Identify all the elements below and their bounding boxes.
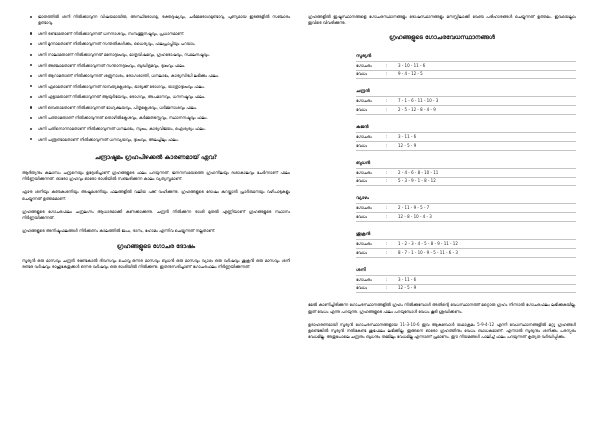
planet-name: വ്യാഴം bbox=[356, 196, 369, 202]
list-item: ശനി നാലാമതാണ് നിൽക്കാവുന്നത് മനോദുഃഖവും, മാതൃവിഷമവും, ഗ്രഹദോഷവും, സ്ഥലനഷ്ടവും. bbox=[38, 52, 290, 58]
section-heading: ഗ്രഹങ്ങളുടെ ഗോചര ദോഷം bbox=[116, 243, 196, 251]
planet-block bbox=[356, 160, 576, 187]
list-item: ശനി ഏഴാമതാണ് നിൽക്കാവുന്നത് ദാമ്പത്യക്ലേശവും, ഭാര്യക്ക് രോഗവും, യാത്രാദുഃഖവും ഫലം. bbox=[38, 84, 290, 90]
paragraph: സൂര്യൻ ഒരു മാസവും ചന്ദ്രൻ രണ്ടേകാൽ ദിവസവും ചൊവ്വ ഒന്നര മാസവും ബുധൻ ഒരു മാസവും വ്യാഴം ഒരു വർഷവും ശുക്രൻ ഒരു മാസവും ശനി രണ്ടര വർഷവും രാഹുകേതുക്കൾ ഒന്നര വർഷവും ഒരു രാശിയിൽ നിൽക്കുന്നു. ഇതനുസരിച്ചാണ് ഗോചരഫലം നിർണ്ണയിക്കുന്നത്. bbox=[22, 257, 290, 269]
planet-row bbox=[356, 141, 576, 151]
planet-block bbox=[356, 195, 576, 222]
list-item: ശനി പന്ത്രണ്ടാമതാണ് നിൽക്കാവുന്നത് ധനവ്യയവും, ദുഃഖവും, അലച്ചിലും ഫലം. bbox=[38, 137, 290, 143]
row-label: ഗോചരം bbox=[356, 169, 372, 175]
planet-name: ചന്ദ്രൻ bbox=[356, 89, 370, 95]
row-value: 3 - 10 - 11 - 6 bbox=[398, 62, 426, 68]
paragraph: ഉദാഹരണമായി സൂര്യൻ ഗോചരസ്ഥാനങ്ങളായ 11-3-10-6 ഇവ ആകുമ്പോൾ യഥാക്രമം 5-9-4-12 എന്നീ വേധസ്ഥാനങ്ങളിൽ മറ്റു ഗ്രഹങ്ങൾ ഉണ്ടെങ്കിൽ സൂര്യൻ നൽകേണ്ട ശുഭഫലം ലഭിക്കില്ല. ഇങ്ങനെ ഓരോ ഗ്രഹത്തിനും വേധം ബാധകമാണ്. എന്നാൽ സൂര്യനും ശനിക്കും പരസ്പരം വേധമില്ല. അതുപോലെ ചന്ദ്രനും ബുധനും തമ്മിലും വേധമില്ല എന്നാണ് പ്രമാണം. ഈ നിയമങ്ങൾ പാലിച്ച് ഫലം പറയുന്നത് കൃത്യത വർദ്ധിപ്പിക്കും. bbox=[308, 321, 576, 340]
row-label: വേധം bbox=[356, 142, 368, 148]
planet-row bbox=[356, 70, 576, 80]
row-value: 12 - 5 - 9 bbox=[398, 285, 417, 291]
planet-row bbox=[356, 203, 576, 212]
planet-name: ബുധൻ bbox=[356, 160, 371, 166]
planet-name: സൂര്യൻ bbox=[356, 53, 372, 59]
planet-row bbox=[356, 96, 576, 105]
row-label: വേധം bbox=[356, 285, 368, 291]
row-label: ഗോചരം bbox=[356, 240, 372, 246]
planet-name: കുജൻ bbox=[356, 125, 369, 131]
row-value: 7 - 1 - 6 - 11 - 10 - 3 bbox=[398, 98, 439, 104]
row-value: 12 - 5 - 9 bbox=[398, 142, 417, 148]
section-heading: ഗ്രഹങ്ങളുടെ ഗോചരവേധസ്ഥാനങ്ങൾ bbox=[389, 34, 495, 42]
row-separator: : bbox=[386, 169, 388, 175]
row-value: 8 - 7 - 1 - 10 - 9 - 5 - 11 - 6 - 3 bbox=[398, 249, 458, 255]
row-separator: : bbox=[386, 133, 388, 139]
row-separator: : bbox=[386, 276, 388, 282]
paragraph: ആദിത്യനും കലാസം ചന്ദ്രനെയും ഉദ്ദേശിച്ചാണ് ഗ്രഹങ്ങളുടെ ഫലം പറയുന്നത്. ജനനസമയത്തെ ഗ്രഹനിലയും ദശാകാലവും ചേർന്നാണ് ഫലം നിർണ്ണയിക്കുന്നത്. ഓരോ ഗ്രഹവും ഓരോ രാശിയിൽ സഞ്ചരിക്കുന്ന കാലം വ്യത്യസ്തമാണ്. bbox=[22, 170, 290, 182]
row-label: വേധം bbox=[356, 71, 368, 77]
planet-name: ശനി bbox=[356, 267, 366, 273]
row-label: ഗോചരം bbox=[356, 276, 372, 282]
row-value: 1 - 2 - 3 - 4 - 5 - 8 - 9 - 11 - 12 bbox=[398, 240, 458, 246]
row-value: 2 - 4 - 6 - 8 - 10 - 11 bbox=[398, 169, 439, 175]
row-value: 2 - 5 - 12 - 8 - 4 - 9 bbox=[398, 107, 436, 113]
paragraph: മേൽ കാണിച്ചിരിക്കുന്ന ഗോചരസ്ഥാനങ്ങളിൽ ഗ്രഹം നിൽക്കുമ്പോൾ അതിന്റെ വേധസ്ഥാനത്ത് മറ്റൊരു ഗ്രഹം നിന്നാൽ ഗോചരഫലം ലഭിക്കുകയില്ല. ഇത് വേധം എന്നു പറയുന്നു. ഗ്രഹങ്ങളുടെ ഫലം പറയുമ്പോൾ വേധം കൂടി ശ്രദ്ധിക്കണം. bbox=[308, 302, 576, 314]
row-separator: : bbox=[386, 98, 388, 104]
row-separator: : bbox=[386, 240, 388, 246]
bullet-list bbox=[22, 14, 290, 143]
planet-row bbox=[356, 177, 576, 187]
list-item: ശനി എട്ടാമതാണ് നിൽക്കാവുന്നത് ആയുർഭയവും, രോഗവും, അപമാനവും, ധനനഷ്ടവും ഫലം. bbox=[38, 94, 290, 100]
row-label: ഗോചരം bbox=[356, 133, 372, 139]
row-separator: : bbox=[386, 107, 388, 113]
section-heading: ചന്ദ്രാഷ്ടമം ഗ്രഹപിഴക്കൽ കാരണമായ് ഏവ? bbox=[94, 153, 218, 161]
list-item: ശനി രണ്ടാമതാണ് നിൽക്കാവുന്നത് ധനനാശവും, സമ്പത്തുനഷ്ടവും, പ്രധാനമാണ്. bbox=[38, 31, 290, 37]
row-value: 3 - 11 - 6 bbox=[398, 133, 417, 139]
row-separator: : bbox=[386, 178, 388, 184]
paragraph: ഗ്രഹങ്ങളുടെ ഗോചരഫലം ചന്ദ്രലഗ്നം ആധാരമാക്കി കണക്കാക്കുന്നു. ചന്ദ്രൻ നിൽക്കുന്ന രാശി മുതൽ എണ്ണിയാണ് ഗ്രഹങ്ങളുടെ സ്ഥാനം നിർണ്ണയിക്കുന്നത്. bbox=[22, 208, 290, 220]
planet-block bbox=[356, 231, 576, 258]
intro-paragraph: ഗ്രഹങ്ങളിൽ ഇഷ്ടസ്ഥാനങ്ങളെ ഗോചരസ്ഥാനങ്ങളും ദോഷസ്ഥാനങ്ങളും മനസ്സിലാക്കി വേണ്ട പരിഹാരങ്ങൾ ചെയ്യുന്നത് ഉത്തമം. ഇവയെല്ലാം ഇവിടെ വിവരിക്കുന്നു. bbox=[308, 14, 576, 26]
list-item: ശനി പതിനൊന്നാമതാണ് നിൽക്കാവുന്നത് ധനലാഭം, സുഖം, കാര്യവിജയം, ഐശ്വര്യം ഫലം. bbox=[38, 126, 290, 132]
planet-row bbox=[356, 275, 576, 284]
list-item: ശനി മൂന്നാമതാണ് നിൽക്കാവുന്നത് സന്തതികൾക്കും, ധൈര്യവും, ഫലപ്രാപ്തിയും പറയാം. bbox=[38, 41, 290, 47]
list-item: ശനി ആറാമതാണ് നിൽക്കാവുന്നത് ശത്രുനാശം, രോഗശാന്തി, ധനലാഭം, കാര്യസിദ്ധി ലഭിക്കും ഫലം. bbox=[38, 73, 290, 79]
planet-row bbox=[356, 239, 576, 248]
row-separator: : bbox=[386, 214, 388, 220]
planet-row bbox=[356, 105, 576, 115]
row-separator: : bbox=[386, 142, 388, 148]
planet-row bbox=[356, 61, 576, 70]
row-separator: : bbox=[386, 62, 388, 68]
row-label: വേധം bbox=[356, 178, 368, 184]
planet-block bbox=[356, 53, 576, 80]
row-separator: : bbox=[386, 249, 388, 255]
paragraph: ഗ്രഹങ്ങളുടെ അനിഷ്ടഫലങ്ങൾ നിർക്കണം കാലത്തിൽ ജപം, ദാനം, ഹോമം എന്നിവ ചെയ്യുന്നത് നല്ലതാണ്. bbox=[22, 228, 216, 234]
row-separator: : bbox=[386, 285, 388, 291]
paragraph: ഏഴര ശനിയും കണ്ടകശനിയും അഷ്ടമശനിയും ഫലങ്ങളിൽ വലിയ പങ്ക് വഹിക്കുന്നു. ഗ്രഹങ്ങളുടെ ദോഷം കുറയ്ക്കാൻ പ്രാർത്ഥനയും വഴിപാടുകളും ചെയ്യുന്നത് ഉത്തമമാണ്. bbox=[22, 189, 290, 201]
list-item: ശനി ഒമ്പതാമതാണ് നിൽക്കാവുന്നത് ഭാഗ്യക്ഷയവും, പിതൃക്ലേശവും, ധർമ്മനാശവും ഫലം. bbox=[38, 105, 290, 111]
row-label: വേധം bbox=[356, 249, 368, 255]
row-label: വേധം bbox=[356, 214, 368, 220]
planet-row bbox=[356, 248, 576, 258]
row-value: 2 - 11 - 9 - 5 - 7 bbox=[398, 205, 430, 211]
planet-name: ശുക്രൻ bbox=[356, 232, 371, 238]
row-value: 9 - 4 - 12 - 5 bbox=[398, 71, 423, 77]
row-separator: : bbox=[386, 71, 388, 77]
planet-row bbox=[356, 284, 576, 294]
list-item: ശനി അഞ്ചാമതാണ് നിൽക്കാവുന്നത് സന്താനദുഃഖവും, ബുദ്ധിഭ്രമവും, ദുഃഖവും ഫലം. bbox=[38, 63, 290, 69]
planet-block bbox=[356, 267, 576, 294]
row-separator: : bbox=[386, 205, 388, 211]
row-value: 12 - 8 - 10 - 4 - 3 bbox=[398, 214, 432, 220]
left-column bbox=[22, 14, 290, 277]
right-column bbox=[308, 14, 576, 347]
planet-row bbox=[356, 212, 576, 222]
row-label: ഗോചരം bbox=[356, 98, 372, 104]
row-label: വേധം bbox=[356, 107, 368, 113]
planet-row bbox=[356, 168, 576, 177]
list-item: ശനി പത്താമതാണ് നിൽക്കാവുന്നത് തൊഴിൽക്ലേശവും, കർമ്മതടസ്സവും, സ്ഥാനനഷ്ടവും ഫലം. bbox=[38, 115, 290, 121]
planet-block bbox=[356, 88, 576, 115]
row-value: 5 - 3 - 9 - 1 - 8 - 12 bbox=[398, 178, 436, 184]
row-value: 3 - 11 - 6 bbox=[398, 276, 417, 282]
row-label: ഗോചരം bbox=[356, 205, 372, 211]
list-item: ജാതത്തിൽ ശനി നിൽക്കാവുന്ന വിഷയമായിരു, അസ്ഥിരോഗമു, രക്തദുഷ്യവും, ചർമ്മരോഗമുണ്ടാവു, പുണ്യമായ ഇടങ്ങളിൽ സഞ്ചാരം ഉണ്ടാവു. bbox=[38, 14, 290, 26]
planet-row bbox=[356, 132, 576, 141]
row-label: ഗോചരം bbox=[356, 62, 372, 68]
planet-block bbox=[356, 124, 576, 151]
